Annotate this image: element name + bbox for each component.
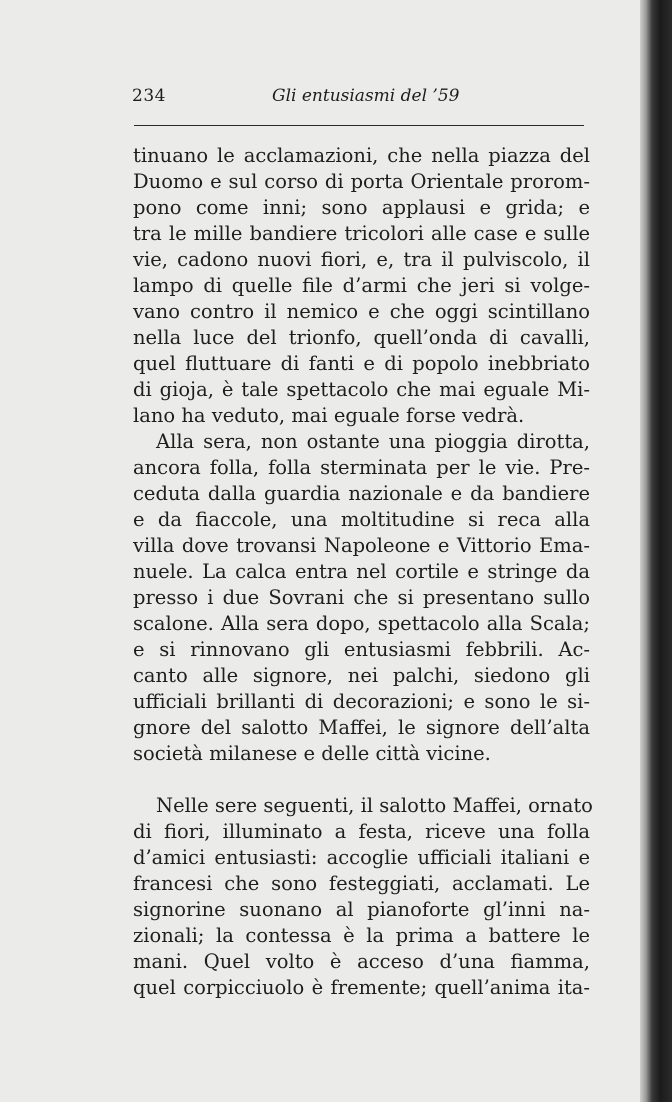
text-line: francesi che sono festeggiati, acclamati. Le [133, 872, 590, 895]
text-line: ceduta dalla guardia nazionale e da bandiere [133, 482, 590, 505]
text-line: Duomo e sul corso di porta Orientale prorom- [133, 170, 590, 193]
text-line: quel fluttuare di fanti e di popolo inebbriato [133, 352, 590, 375]
text-line: Alla sera, non ostante una pioggia dirotta, [156, 430, 590, 453]
text-line: scalone. Alla sera dopo, spettacolo alla Scala; [133, 612, 590, 635]
text-line: società milanese e delle città vicine. [133, 742, 491, 765]
text-line: zionali; la contessa è la prima a battere le [133, 924, 590, 947]
text-line: vano contro il nemico e che oggi scintillano [133, 300, 590, 323]
book-binding-edge [640, 0, 672, 1102]
text-line: ancora folla, folla sterminata per le vie. Pre- [133, 456, 590, 479]
text-line: quel corpicciuolo è fremente; quell’anima ita- [133, 976, 590, 999]
text-line: Nelle sere seguenti, il salotto Maffei, ornato [156, 794, 593, 817]
page-number: 234 [132, 86, 166, 106]
text-line: presso i due Sovrani che si presentano sullo [133, 586, 590, 609]
text-line: di fiori, illuminato a festa, riceve una folla [133, 820, 590, 843]
page-header [132, 86, 584, 110]
text-line: e si rinnovano gli entusiasmi febbrili. Ac- [133, 638, 590, 661]
header-rule [134, 125, 584, 126]
text-line: lampo di quelle file d’armi che jeri si volge- [133, 274, 590, 297]
text-line: canto alle signore, nei palchi, siedono gli [133, 664, 590, 687]
text-line: di gioja, è tale spettacolo che mai eguale Mi- [133, 378, 590, 401]
text-line: tra le mille bandiere tricolori alle case e sulle [133, 222, 590, 245]
text-line: nuele. La calca entra nel cortile e stringe da [133, 560, 590, 583]
text-line: signorine suonano al pianoforte gl’inni na- [133, 898, 590, 921]
text-line: e da fiaccole, una moltitudine si reca alla [133, 508, 590, 531]
text-line: villa dove trovansi Napoleone e Vittorio Ema- [133, 534, 590, 557]
text-line: gnore del salotto Maffei, le signore dell’alta [133, 716, 590, 739]
text-line: mani. Quel volto è acceso d’una fiamma, [133, 950, 590, 973]
text-line: vie, cadono nuovi fiori, e, tra il pulviscolo, il [133, 248, 590, 271]
text-line: ufficiali brillanti di decorazioni; e sono le si- [133, 690, 590, 713]
text-line: lano ha veduto, mai eguale forse vedrà. [133, 404, 525, 427]
text-line: pono come inni; sono applausi e grida; e [133, 196, 590, 219]
text-line: d’amici entusiasti: accoglie ufficiali italiani e [133, 846, 590, 869]
running-title: Gli entusiasmi del ’59 [272, 86, 460, 106]
text-line: tinuano le acclamazioni, che nella piazza del [133, 144, 590, 167]
text-line: nella luce del trionfo, quell’onda di cavalli, [133, 326, 590, 349]
